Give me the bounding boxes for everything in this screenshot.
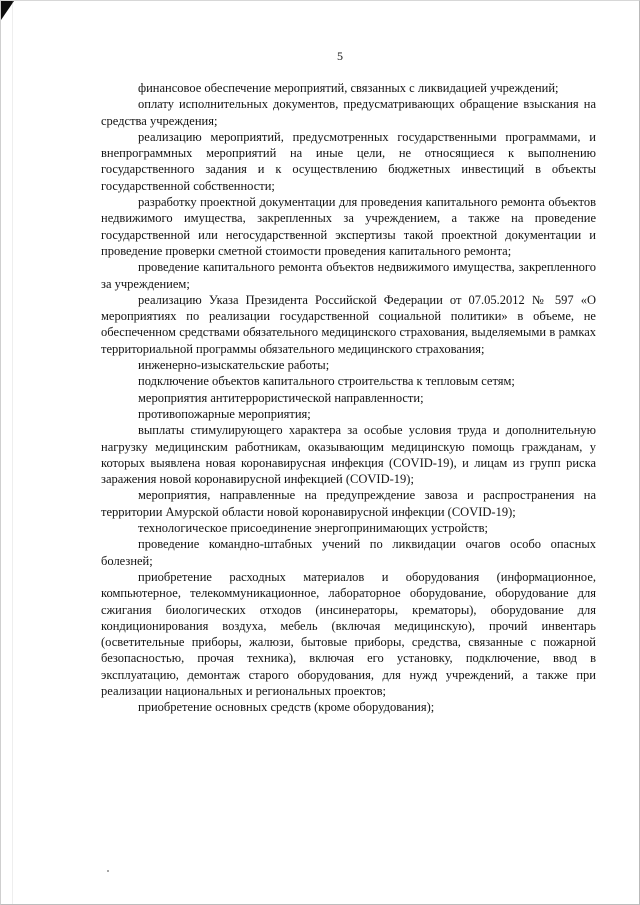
scan-line-artifact [12, 1, 13, 905]
document-paragraph: технологическое присоединение энергопринимающих устройств; [138, 521, 488, 536]
document-paragraph: выплаты стимулирующего характера за особые условия труда и дополнительную нагрузку медицинским работникам, оказывающим медицинскую помощь гражданам, у которых выявлена новая коронавирусная инфекция (COVID-19), и лицам из групп риска заражения новой коронавирусной инфекцией (COVID-19); [101, 423, 596, 487]
document-paragraph: противопожарные мероприятия; [138, 406, 311, 421]
document-paragraph: проведение капитального ремонта объектов недвижимого имущества, закрепленного за учреждением; [101, 260, 596, 291]
document-paragraph: приобретение расходных материалов и оборудования (информационное, компьютерное, телекоммуникационное, лабораторное оборудование, оборудование для сжигания биологических отходов (инсинераторы, крематоры), оборудование для кондиционирования воздуха, мебель (включая медицинскую), прочий инвентарь (осветительные приборы, жалюзи, бытовые приборы, средства, связанные с пожарной безопасностью, прочая техника), включая его установку, подключение, ввод в эксплуатацию, демонтаж старого оборудования, для нужд учреждений, а также при реализации национальных и региональных проектов; [101, 569, 596, 698]
document-body [101, 80, 596, 716]
document-paragraph: реализацию мероприятий, предусмотренных государственными программами, и внепрограммных мероприятий на иные цели, не относящиеся к выполнению государственного задания и к осуществлению бюджетных инвестиций в объекты государственной собственности; [101, 129, 596, 193]
document-paragraph: проведение командно-штабных учений по ликвидации очагов особо опасных болезней; [101, 537, 596, 568]
document-paragraph: реализацию Указа Президента Российской Федерации от 07.05.2012 № 597 «О мероприятиях по реализации государственной социальной политики» в объеме, не обеспеченном средствами обязательного медицинского страхования, выделяемыми в рамках территориальной программы обязательного медицинского страхования; [101, 292, 596, 356]
document-paragraph: приобретение основных средств (кроме оборудования); [138, 700, 435, 715]
document-paragraph: подключение объектов капитального строительства к тепловым сетям; [138, 374, 515, 389]
document-paragraph: мероприятия антитеррористической направленности; [138, 390, 424, 405]
document-paragraph: разработку проектной документации для проведения капитального ремонта объектов недвижимого имущества, закрепленных за учреждением, а также на проведение государственной или негосударственной экспертизы такой проектной документации и проведение проверки сметной стоимости проведения капитального ремонта; [101, 195, 596, 258]
document-paragraph: оплату исполнительных документов, предусматривающих обращение взыскания на средства учреждения; [101, 97, 596, 128]
document-paragraph: инженерно-изыскательские работы; [138, 358, 330, 373]
document-paragraph: мероприятия, направленные на предупреждение завоза и распространения на территории Амурской области новой коронавирусной инфекции (COVID-19); [101, 488, 596, 519]
scan-speck-artifact [107, 870, 109, 872]
page-number: 5 [337, 49, 343, 63]
document-paragraph: финансовое обеспечение мероприятий, связанных с ликвидацией учреждений; [138, 81, 559, 95]
